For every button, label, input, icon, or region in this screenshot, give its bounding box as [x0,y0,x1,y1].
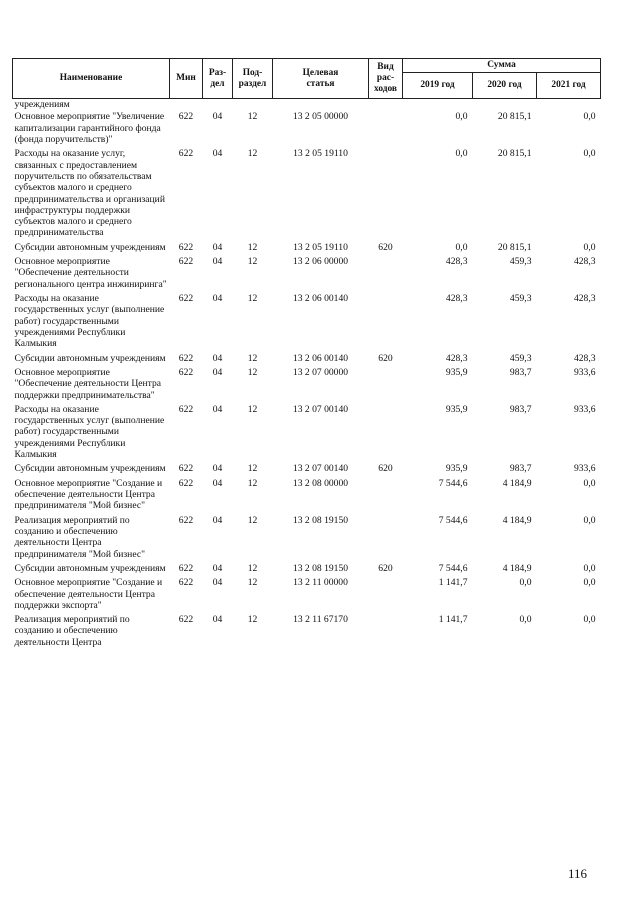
cell-2020: 0,0 [519,577,532,589]
cell-2019: 0,0 [455,148,468,160]
cell-2019: 7 544,6 [438,514,468,526]
cell-podrazdel: 12 [247,256,258,268]
cell-2021: 0,0 [583,514,596,526]
table-row [13,352,601,366]
cell-podrazdel: 12 [247,366,258,378]
continuation-text: учреждениям [14,99,70,110]
cell-2021: 428,3 [573,293,596,304]
cell-2019: 0,0 [455,111,468,123]
table-header [13,59,601,99]
cell-vid [369,576,403,613]
page-number: 116 [568,866,588,881]
cell-razdel: 04 [212,241,223,253]
cell-razdel: 04 [212,293,223,304]
cell-2019: 935,9 [445,366,468,378]
cell-2019: 0,0 [455,241,468,253]
cell-name: Расходы на оказание услуг, связанных с предоставлением поручительств по обязательствам субъектов малого и среднего предпринимательства и организаций инфраструктуры поддержки субъектов малого и среднего предпринимательства [14,148,165,239]
cell-podrazdel: 12 [247,352,258,364]
cell-target: 13 2 11 67170 [293,614,348,626]
cell-vid [369,403,403,463]
cell-target: 13 2 05 19110 [293,148,348,160]
cell-razdel: 04 [212,562,223,574]
table-row [13,576,601,613]
cell-2019: 935,9 [445,463,468,475]
cell-podrazdel: 12 [247,241,258,253]
cell-target: 13 2 06 00140 [292,293,349,304]
cell-2020: 983,7 [509,463,532,475]
table-row [13,147,601,241]
cell-min: 622 [178,293,194,304]
table-body [13,99,601,651]
cell-razdel: 04 [212,366,223,378]
cell-name: Расходы на оказание государственных услуг (выполнение работ) государственными учреждениями Республики Калмыкия [14,403,165,461]
cell-vid [369,514,403,562]
table-row [13,562,601,576]
cell-podrazdel: 12 [247,111,258,123]
cell-name: Субсидии автономным учреждениям [14,562,166,574]
cell-vid [369,255,403,292]
cell-name: Субсидии автономным учреждениям [14,241,166,253]
cell-name: Основное мероприятие "Увеличение капитализации гарантийного фонда (фонда поручительств)" [14,111,165,145]
header-razdel: Раз- дел [203,59,233,99]
cell-vid [369,110,403,147]
cell-podrazdel: 12 [247,477,258,489]
cell-2020: 20 815,1 [497,241,532,253]
budget-table-container [12,58,600,650]
cell-2020: 459,3 [509,293,532,304]
cell-2021: 933,6 [573,403,596,415]
cell-podrazdel: 12 [247,614,258,626]
table-row [13,477,601,514]
table-row [13,514,601,562]
cell-razdel: 04 [212,403,223,415]
header-min: Мин [170,59,203,99]
cell-podrazdel: 12 [247,293,258,304]
header-2019: 2019 год [403,73,473,99]
cell-2021: 0,0 [583,577,596,589]
cell-vid: 620 [378,352,393,364]
cell-target: 13 2 07 00000 [292,366,349,378]
cell-min: 622 [178,352,194,364]
cell-2019: 428,3 [445,256,468,268]
cell-razdel: 04 [212,148,223,160]
header-vid: Вид рас- ходов [369,59,403,99]
cell-2021: 428,3 [573,256,596,268]
cell-2020: 4 184,9 [502,562,532,574]
cell-vid: 620 [378,562,393,574]
cell-vid [369,292,403,352]
cell-podrazdel: 12 [247,514,258,526]
cell-vid [369,147,403,241]
cell-2020: 983,7 [509,366,532,378]
cell-2020: 20 815,1 [497,111,532,123]
table-row [13,613,601,650]
cell-2020: 4 184,9 [502,514,532,526]
cell-2021: 0,0 [583,477,596,489]
cell-name: Субсидии автономным учреждениям [14,463,166,475]
cell-target: 13 2 07 00140 [292,463,349,475]
header-target: Целевая статья [273,59,369,99]
cell-2020: 459,3 [509,256,532,268]
header-sum: Сумма [403,59,601,73]
table-row [13,110,601,147]
cell-2021: 0,0 [583,111,596,123]
cell-2019: 1 141,7 [438,577,468,589]
cell-target: 13 2 05 19110 [293,241,348,253]
cell-vid: 620 [378,463,393,475]
cell-razdel: 04 [212,514,223,526]
cell-vid [369,477,403,514]
cell-2021: 428,3 [573,352,596,364]
header-2021: 2021 год [537,73,601,99]
cell-name: Субсидии автономным учреждениям [14,352,166,364]
cell-min: 622 [178,614,194,626]
cell-razdel: 04 [212,477,223,489]
header-podrazdel: Под- раздел [233,59,273,99]
cell-name: Основное мероприятие "Обеспечение деятельности Центра поддержки предпринимательства" [14,366,162,401]
cell-2020: 0,0 [519,614,532,626]
cell-target: 13 2 08 19150 [292,562,349,574]
cell-2020: 20 815,1 [497,148,532,160]
cell-min: 622 [178,111,194,123]
cell-min: 622 [178,477,194,489]
cell-2020: 459,3 [509,352,532,364]
cell-2020: 4 184,9 [502,477,532,489]
table-row [13,462,601,476]
cell-podrazdel: 12 [247,403,258,415]
cell-razdel: 04 [212,352,223,364]
table-row [13,366,601,403]
cell-podrazdel: 12 [247,562,258,574]
cell-razdel: 04 [212,111,223,123]
cell-name: Основное мероприятие "Создание и обеспечение деятельности Центра предпринимателя "Мой бизнес" [14,477,163,512]
cell-2019: 428,3 [445,352,468,364]
table-row [13,292,601,352]
cell-razdel: 04 [212,463,223,475]
cell-target: 13 2 08 00000 [292,477,349,489]
cell-podrazdel: 12 [247,148,258,160]
budget-table [12,58,601,650]
cell-2021: 0,0 [583,241,596,253]
cell-2019: 1 141,7 [438,614,468,626]
cell-vid [369,366,403,403]
cell-2021: 933,6 [573,366,596,378]
cell-min: 622 [178,241,194,253]
cell-razdel: 04 [212,577,223,589]
cell-2020: 983,7 [509,403,532,415]
cell-target: 13 2 05 00000 [292,111,349,123]
cell-razdel: 04 [212,256,223,268]
header-2020: 2020 год [473,73,537,99]
cell-2021: 0,0 [583,148,596,160]
cell-name: Реализация мероприятий по созданию и обеспечению деятельности Центра предпринимателя "Мой бизнес" [14,514,145,560]
cell-name: Основное мероприятие "Обеспечение деятельности регионального центра инжиниринга" [14,256,167,290]
cell-name: Основное мероприятие "Создание и обеспечение деятельности Центра поддержки экспорта" [14,577,163,611]
cell-target: 13 2 11 00000 [293,577,348,589]
cell-min: 622 [178,577,194,589]
cell-target: 13 2 08 19150 [292,514,349,526]
table-row [13,255,601,292]
cell-name: Расходы на оказание государственных услуг (выполнение работ) государственными учреждениями Республики Калмыкия [14,293,165,350]
cell-2019: 7 544,6 [438,562,468,574]
cell-podrazdel: 12 [247,577,258,589]
cell-min: 622 [178,514,194,526]
cell-min: 622 [178,403,194,415]
cell-min: 622 [178,463,194,475]
cell-min: 622 [178,562,194,574]
table-row [13,403,601,463]
cell-podrazdel: 12 [247,463,258,475]
cell-min: 622 [178,366,194,378]
cell-target: 13 2 06 00000 [292,256,349,268]
cell-razdel: 04 [212,614,223,626]
cell-name: Реализация мероприятий по созданию и обеспечению деятельности Центра [14,614,130,648]
cell-2021: 933,6 [573,463,596,475]
cell-target: 13 2 06 00140 [292,352,349,364]
cell-vid [369,613,403,650]
table-row [13,241,601,255]
cell-target: 13 2 07 00140 [292,403,349,415]
cell-2021: 0,0 [583,562,596,574]
cell-2021: 0,0 [583,614,596,626]
cell-min: 622 [178,148,194,160]
cell-2019: 428,3 [445,293,468,304]
cell-vid: 620 [378,241,393,253]
cell-min: 622 [178,256,194,268]
header-name: Наименование [13,59,170,99]
cell-2019: 7 544,6 [438,477,468,489]
cell-2019: 935,9 [445,403,468,415]
